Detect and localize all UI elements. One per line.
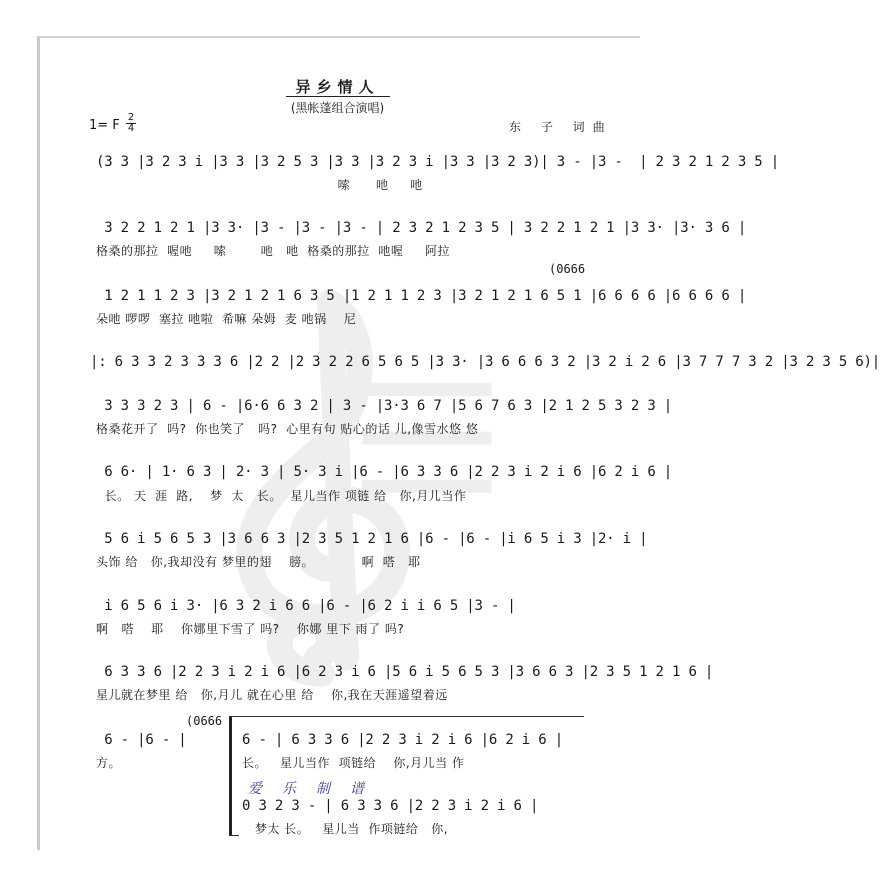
lyrics-row-6: 长。 天 涯 路, 梦 太 长。 星儿当作 项链 给 你,月儿当作 — [96, 489, 467, 503]
side-note-row-2: (0666 — [549, 262, 586, 276]
time-signature — [125, 113, 137, 134]
ending-bracket-top — [229, 716, 584, 717]
ending-b-lyrics: 梦太 长。 星儿当 作项链给 你, — [242, 822, 449, 836]
lyrics-row-1: 嗦 吔 吔 — [96, 178, 423, 192]
ending-bracket — [229, 716, 238, 836]
composer-credit: 东 子 词曲 — [509, 120, 613, 134]
ending-bracket-bottom — [229, 835, 239, 836]
notation-row-10: 6 - |6 - | — [96, 732, 187, 748]
side-note-row-10: (0666 — [186, 714, 223, 728]
ending-b-notation: 0 3 2 3 - | 6 3 3 6 |2 2 3 i 2 i 6 | — [242, 798, 539, 814]
notation-row-5: 3 3 3 2 3 | 6 - |6·6 6 3 2 | 3 - |3·3 6 7 |5 6 7 6 3 |2 1 2 5 3 2 3 | — [96, 398, 673, 414]
meter-top: 2 — [127, 112, 135, 123]
notation-row-4: |: 6 3 3 2 3 3 3 6 |2 2 |2 3 2 2 6 5 6 5 |3 3· |3 6 6 6 3 2 |3 2 i 2 6 |3 7 7 7 3 2 |3 2 3 5 6)| — [90, 354, 880, 370]
ending-a-lyrics: 长。 星儿当作 项链给 你,月儿当 作 — [242, 756, 465, 770]
lyrics-row-5: 格桑花开了 吗? 你也笑了 吗? 心里有句 贴心的话 儿,像雪水悠 悠 — [96, 422, 479, 436]
song-title: 异乡情人 — [295, 78, 380, 96]
lyrics-row-10: 方。 — [96, 756, 122, 770]
song-subtitle: (黑帐蓬组合演唱) — [290, 101, 385, 115]
publisher-stamp: 爱乐制谱 — [248, 781, 384, 797]
notation-row-2: 3 2 2 1 2 1 |3 3· |3 - |3 - |3 - | 2 3 2 1 2 3 5 | 3 2 2 1 2 1 |3 3· |3· 3 6 | — [96, 220, 747, 236]
notation-row-9: 6 3 3 6 |2 2 3 i 2 i 6 |6 2 3 i 6 |5 6 i 5 6 5 3 |3 6 6 3 |2 3 5 1 2 1 6 | — [96, 664, 714, 680]
lyrics-row-3: 朵吔 啰啰 塞拉 吔啦 希嘛 朵姆 麦 吔锅 尼 — [96, 312, 357, 326]
notation-row-8: i 6 5 6 i 3· |6 3 2 i 6 6 |6 - |6 2 i i 6 5 |3 - | — [96, 598, 516, 614]
ending-a-notation: 6 - | 6 3 3 6 |2 2 3 i 2 i 6 |6 2 i 6 | — [242, 732, 563, 748]
key-signature: 1= F — [89, 118, 120, 133]
notation-row-1: (3 3 |3 2 3 i |3 3 |3 2 5 3 |3 3 |3 2 3 i |3 3 |3 2 3)| 3 - |3 - | 2 3 2 1 2 3 5 | — [96, 154, 779, 170]
lyrics-row-8: 啊 嗒 耶 你娜里下雪了 吗? 你娜 里下 雨了 吗? — [96, 622, 405, 636]
notation-row-6: 6 6· | 1· 6 3 | 2· 3 | 5· 3 i |6 - |6 3 3 6 |2 2 3 i 2 i 6 |6 2 i 6 | — [96, 464, 673, 480]
lyrics-row-9: 星儿就在梦里 给 你,月儿 就在心里 给 你,我在天涯遥望着远 — [96, 688, 448, 702]
meter-bottom: 4 — [127, 123, 135, 134]
notation-row-7: 5 6 i 5 6 5 3 |3 6 6 3 |2 3 5 1 2 1 6 |6 - |6 - |i 6 5 i 3 |2· i | — [96, 531, 648, 547]
lyrics-row-7: 头饰 给 你,我却没有 梦里的翅 膀。 啊 嗒 耶 — [96, 555, 421, 569]
lyrics-row-2: 格桑的那拉 喔吔 嗦 吔 吔 格桑的那拉 吔喔 阿拉 — [96, 244, 450, 258]
title-underline — [286, 96, 390, 97]
notation-row-3: 1 2 1 1 2 3 |3 2 1 2 1 6 3 5 |1 2 1 1 2 3 |3 2 1 2 1 6 5 1 |6 6 6 6 |6 6 6 6 | — [96, 288, 747, 304]
